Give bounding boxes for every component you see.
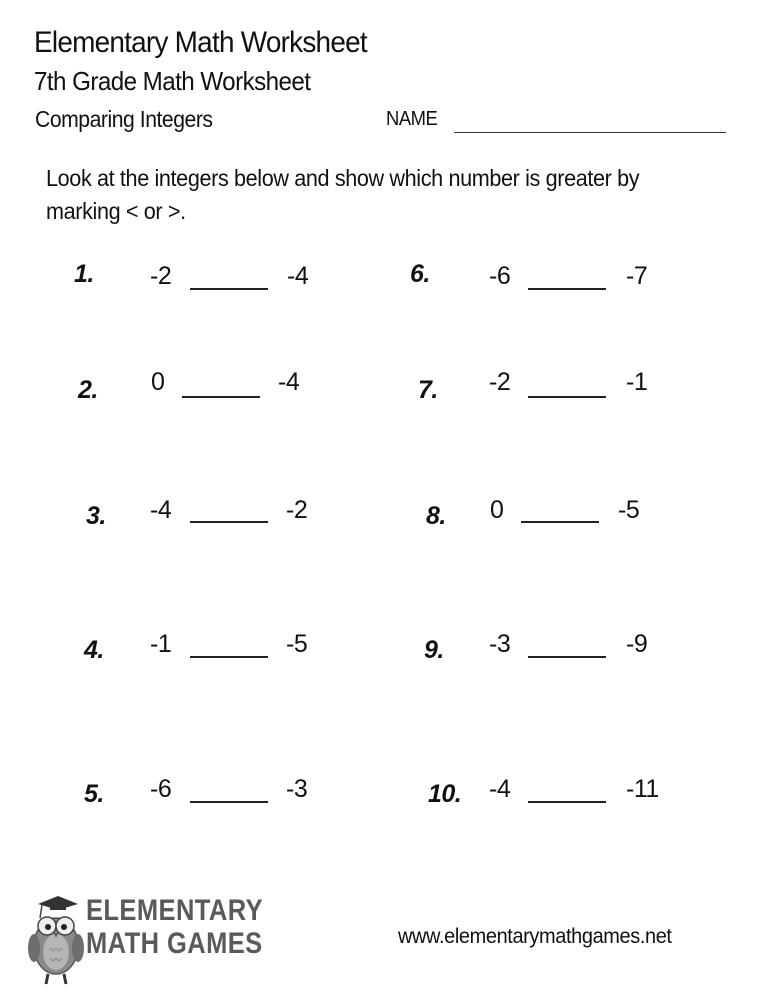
problem-number: 1.	[74, 260, 94, 288]
problem-right-value: -1	[626, 368, 648, 396]
problem-right-value: -7	[626, 262, 648, 290]
problem-left-value: -1	[150, 630, 172, 658]
worksheet-topic: Comparing Integers	[35, 106, 213, 132]
problem-left-value: -6	[150, 775, 172, 803]
problem-right-value: -11	[626, 775, 659, 803]
problem-right-value: -4	[278, 368, 300, 396]
problem-number: 7.	[418, 376, 438, 404]
answer-blank[interactable]	[182, 396, 260, 398]
instructions: Look at the integers below and show which number is greater by marking < or >.	[46, 165, 640, 224]
answer-blank[interactable]	[190, 656, 268, 658]
problem-number: 2.	[78, 376, 98, 404]
answer-blank[interactable]	[190, 801, 268, 803]
problem-right-value: -2	[286, 496, 308, 524]
problem-left-value: -6	[489, 262, 511, 290]
answer-blank[interactable]	[528, 801, 606, 803]
logo-text-line1: ELEMENTARY	[86, 894, 264, 927]
problem-right-value: -9	[626, 630, 648, 658]
problem-left-value: 0	[490, 496, 504, 524]
problem-left-value: -2	[489, 368, 511, 396]
website-url[interactable]: www.elementarymathgames.net	[398, 925, 672, 948]
problem-left-value: -4	[150, 496, 172, 524]
problem-right-value: -5	[286, 630, 308, 658]
problem-right-value: -3	[286, 775, 308, 803]
problem-number: 4.	[84, 636, 104, 664]
problem-number: 5.	[84, 780, 104, 808]
problem-number: 10.	[428, 780, 462, 808]
problem-left-value: -3	[489, 630, 511, 658]
problem-left-value: -4	[489, 775, 511, 803]
name-label: NAME	[386, 108, 438, 130]
problem-right-value: -5	[618, 496, 640, 524]
answer-blank[interactable]	[528, 396, 606, 398]
problem-left-value: -2	[150, 262, 172, 290]
name-field-line[interactable]	[454, 132, 726, 133]
problem-number: 8.	[426, 502, 446, 530]
problem-number: 9.	[424, 636, 444, 664]
problem-right-value: -4	[287, 262, 309, 290]
worksheet-subtitle: 7th Grade Math Worksheet	[34, 66, 311, 96]
answer-blank[interactable]	[528, 288, 606, 290]
problem-left-value: 0	[151, 368, 165, 396]
problem-number: 6.	[410, 260, 430, 288]
answer-blank[interactable]	[190, 521, 268, 523]
owl-graduate-icon	[24, 888, 86, 988]
answer-blank[interactable]	[521, 521, 599, 523]
answer-blank[interactable]	[190, 288, 268, 290]
logo-text-line2: MATH GAMES	[86, 927, 263, 960]
problem-number: 3.	[86, 502, 106, 530]
worksheet-title: Elementary Math Worksheet	[34, 26, 367, 59]
answer-blank[interactable]	[528, 656, 606, 658]
